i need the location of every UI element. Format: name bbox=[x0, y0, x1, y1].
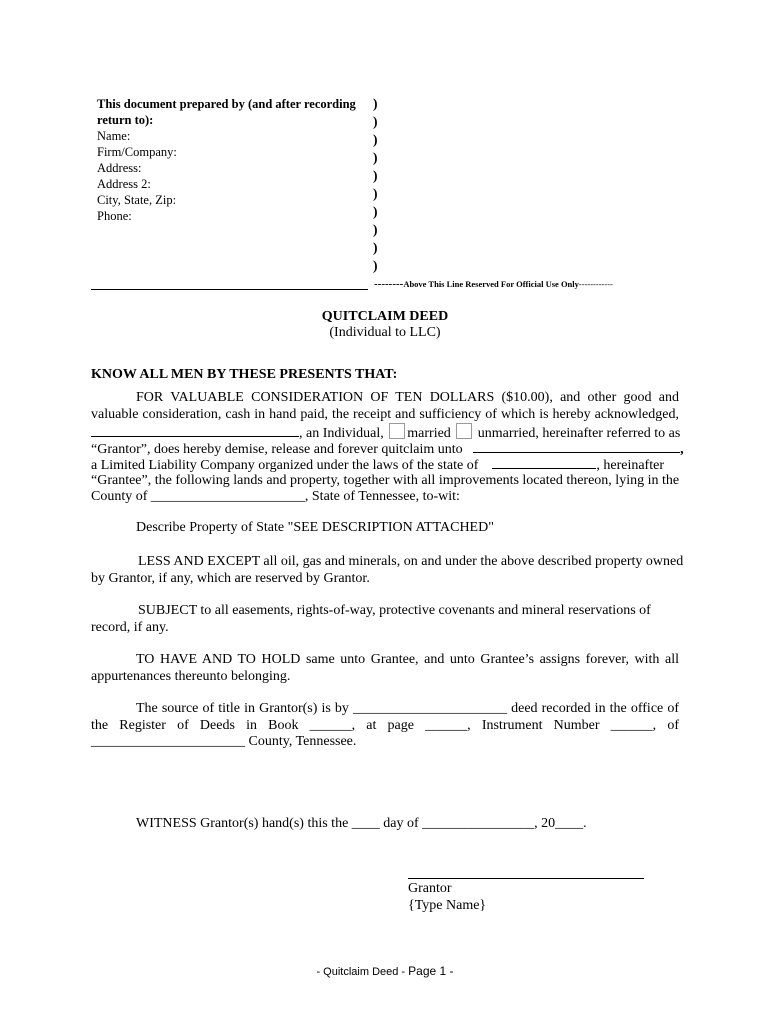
paren: ) bbox=[373, 186, 378, 201]
prepared-by-heading: This document prepared by (and after recording bbox=[97, 97, 356, 111]
paren: ) bbox=[373, 96, 378, 111]
consideration-line: County of ______________________, State of Tennessee, to-wit: bbox=[91, 489, 460, 504]
grantee-name-blank[interactable] bbox=[473, 440, 680, 453]
paren-column bbox=[373, 95, 378, 275]
official-use-line: --------Above This Line Reserved For Official Use Only------------ bbox=[374, 278, 613, 290]
document-subtitle: (Individual to LLC) bbox=[329, 325, 441, 340]
paren: ) bbox=[373, 240, 378, 255]
witness-line: WITNESS Grantor(s) hand(s) this the ____ day of ________________, 20____. bbox=[136, 816, 587, 831]
unmarried-checkbox[interactable] bbox=[456, 423, 472, 439]
document-title: QUITCLAIM DEED bbox=[321, 309, 449, 324]
paren: ) bbox=[373, 168, 378, 183]
know-all-men-heading: KNOW ALL MEN BY THESE PRESENTS THAT: bbox=[91, 367, 398, 382]
field-name: Name: bbox=[97, 129, 131, 143]
field-address-2: Address 2: bbox=[97, 177, 151, 191]
consideration-line: “Grantor”, does hereby demise, release and forever quitclaim unto , bbox=[91, 441, 684, 457]
state-blank[interactable] bbox=[492, 456, 596, 469]
consideration-line: valuable consideration, cash in hand paid, the receipt and sufficiency of which is hereby acknowledged, bbox=[91, 406, 679, 422]
consideration-paragraph bbox=[91, 390, 684, 506]
paren: ) bbox=[373, 114, 378, 129]
married-checkbox[interactable] bbox=[389, 423, 405, 439]
subject-paragraph: SUBJECT to all easements, rights-of-way, protective covenants and mineral reservations of record, if any. bbox=[91, 603, 651, 635]
paren: ) bbox=[373, 150, 378, 165]
prepared-by-heading-2: return to): bbox=[97, 113, 154, 127]
less-except-paragraph: LESS AND EXCEPT all oil, gas and minerals, on and under the above described property owned by Grantor, if any, which are reserved by Grantor. bbox=[91, 554, 684, 586]
recording-divider-line bbox=[91, 289, 368, 290]
paren: ) bbox=[373, 132, 378, 147]
field-firm: Firm/Company: bbox=[97, 145, 177, 159]
grantor-name-blank[interactable] bbox=[91, 424, 299, 437]
habendum-paragraph: TO HAVE AND TO HOLD same unto Grantee, and unto Grantee’s assigns forever, with all appurtenances thereunto belonging. bbox=[91, 652, 679, 684]
signature-line[interactable] bbox=[408, 878, 644, 879]
field-city-state-zip: City, State, Zip: bbox=[97, 193, 177, 207]
grantor-label: Grantor bbox=[408, 881, 452, 896]
field-phone: Phone: bbox=[97, 209, 132, 223]
source-of-title-paragraph: The source of title in Grantor(s) is by ______________________ deed recorded in the office of the Register of Deeds in Book ______, at page ______, Instrument Number ______, of ______________________ County, Tennessee. bbox=[91, 701, 679, 749]
consideration-line: FOR VALUABLE CONSIDERATION OF TEN DOLLARS ($10.00), and other good and bbox=[136, 390, 679, 405]
field-address: Address: bbox=[97, 161, 142, 175]
paren: ) bbox=[373, 222, 378, 237]
describe-property: Describe Property of State "SEE DESCRIPTION ATTACHED" bbox=[136, 520, 494, 535]
paren: ) bbox=[373, 258, 378, 273]
prepared-by-block bbox=[97, 96, 367, 224]
consideration-line: a Limited Liability Company organized under the laws of the state of , hereinafter bbox=[91, 458, 664, 473]
page-footer: - Quitclaim Deed - Page 1 - bbox=[316, 964, 454, 978]
paren: ) bbox=[373, 204, 378, 219]
consideration-line: , an Individual, married unmarried, hereinafter referred to as bbox=[91, 423, 679, 440]
consideration-line: “Grantee”, the following lands and property, together with all improvements located thereon, lying in the bbox=[91, 472, 680, 488]
type-name-placeholder: {Type Name} bbox=[408, 898, 487, 913]
